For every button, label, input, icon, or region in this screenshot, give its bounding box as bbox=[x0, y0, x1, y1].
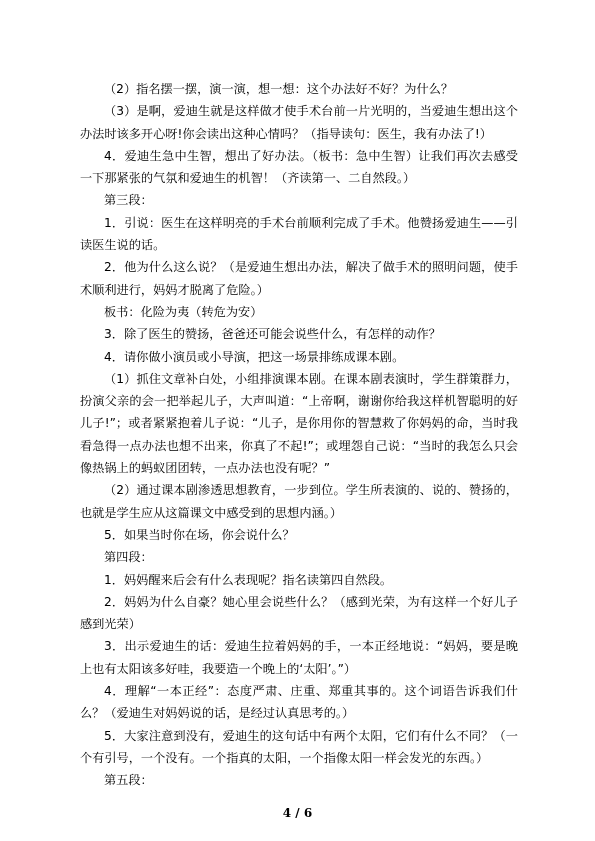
paragraph: 4．理解“一本正经”：态度严肃、庄重、郑重其事的。这个词语告诉我们什么？（爱迪生对妈妈说的话，是经过认真思考的。） bbox=[80, 684, 518, 721]
paragraph: 4．请你做小演员或小导演，把这一场景排练成课本剧。 bbox=[104, 349, 405, 364]
section-heading: 第三段： bbox=[104, 193, 153, 208]
body-text bbox=[80, 78, 518, 792]
section-heading: 第五段： bbox=[104, 773, 153, 788]
section-heading: 第四段： bbox=[104, 550, 153, 565]
paragraph: 2．他为什么这么说？（是爱迪生想出办法，解决了做手术的照明问题，使手术顺利进行，妈妈才脱离了危险。） bbox=[80, 260, 518, 297]
paragraph: 4．爱迪生急中生智，想出了好办法。（板书：急中生智）让我们再次去感受一下那紧张的气氛和爱迪生的机智！（齐读第一、二自然段。） bbox=[80, 148, 518, 186]
paragraph: 2．妈妈为什么自豪？她心里会说些什么？（感到光荣，为有这样一个好儿子感到光荣） bbox=[80, 594, 518, 632]
paragraph: （2）指名摆一摆，演一演，想一想：这个办法好不好？为什么？ bbox=[104, 82, 454, 96]
paragraph: 3．出示爱迪生的话：爱迪生拉着妈妈的手，一本正经地说：“妈妈，要是晚上也有太阳该多好哇，我要造一个晚上的‘太阳’。”） bbox=[80, 639, 518, 676]
paragraph: 1．引说：医生在这样明亮的手术台前顺利完成了手术。他赞扬爱迪生——引读医生说的话。 bbox=[80, 215, 518, 253]
paragraph: 5．如果当时你在场，你会说什么？ bbox=[104, 527, 295, 542]
paragraph: 1．妈妈醒来后会有什么表现呢？指名读第四自然段。 bbox=[104, 572, 393, 587]
page-number: 4 / 6 bbox=[282, 806, 313, 820]
paragraph: 5．大家注意到没有，爱迪生的这句话中有两个太阳，它们有什么不同？（一个有引号，一个没有。一个指真的太阳，一个指像太阳一样会发光的东西。） bbox=[80, 728, 518, 765]
blackboard-note: 板书：化险为夷（转危为安） bbox=[104, 304, 263, 319]
paragraph: （3）是啊，爱迪生就是这样做才使手术台前一片光明的，当爱迪生想出这个办法时该多开心呀!你会读出这种心情吗？（指导读句：医生，我有办法了!） bbox=[80, 104, 518, 141]
paragraph: 3．除了医生的赞扬，爸爸还可能会说些什么，有怎样的动作？ bbox=[104, 327, 441, 342]
paragraph: （1）抓住文章补白处，小组排演课本剧。在课本剧表演时，学生群策群力，扮演父亲的会一把举起儿子，大声叫道：“上帝啊，谢谢你给我这样机智聪明的好儿子!”；或者紧紧抱着儿子说：“儿子，是你用你的智慧救了你妈妈的命，当时我看急得一点办法也想不出来，你真了不起!”；或埋怨自己说：“当时的我怎么只会像热锅上的蚂蚁团团转，一点办法也没有呢？” bbox=[80, 371, 518, 476]
paragraph: （2）通过课本剧渗透思想教育，一步到位。学生所表演的、说的、赞扬的，也就是学生应从这篇课文中感受到的思想内涵。） bbox=[80, 483, 518, 520]
